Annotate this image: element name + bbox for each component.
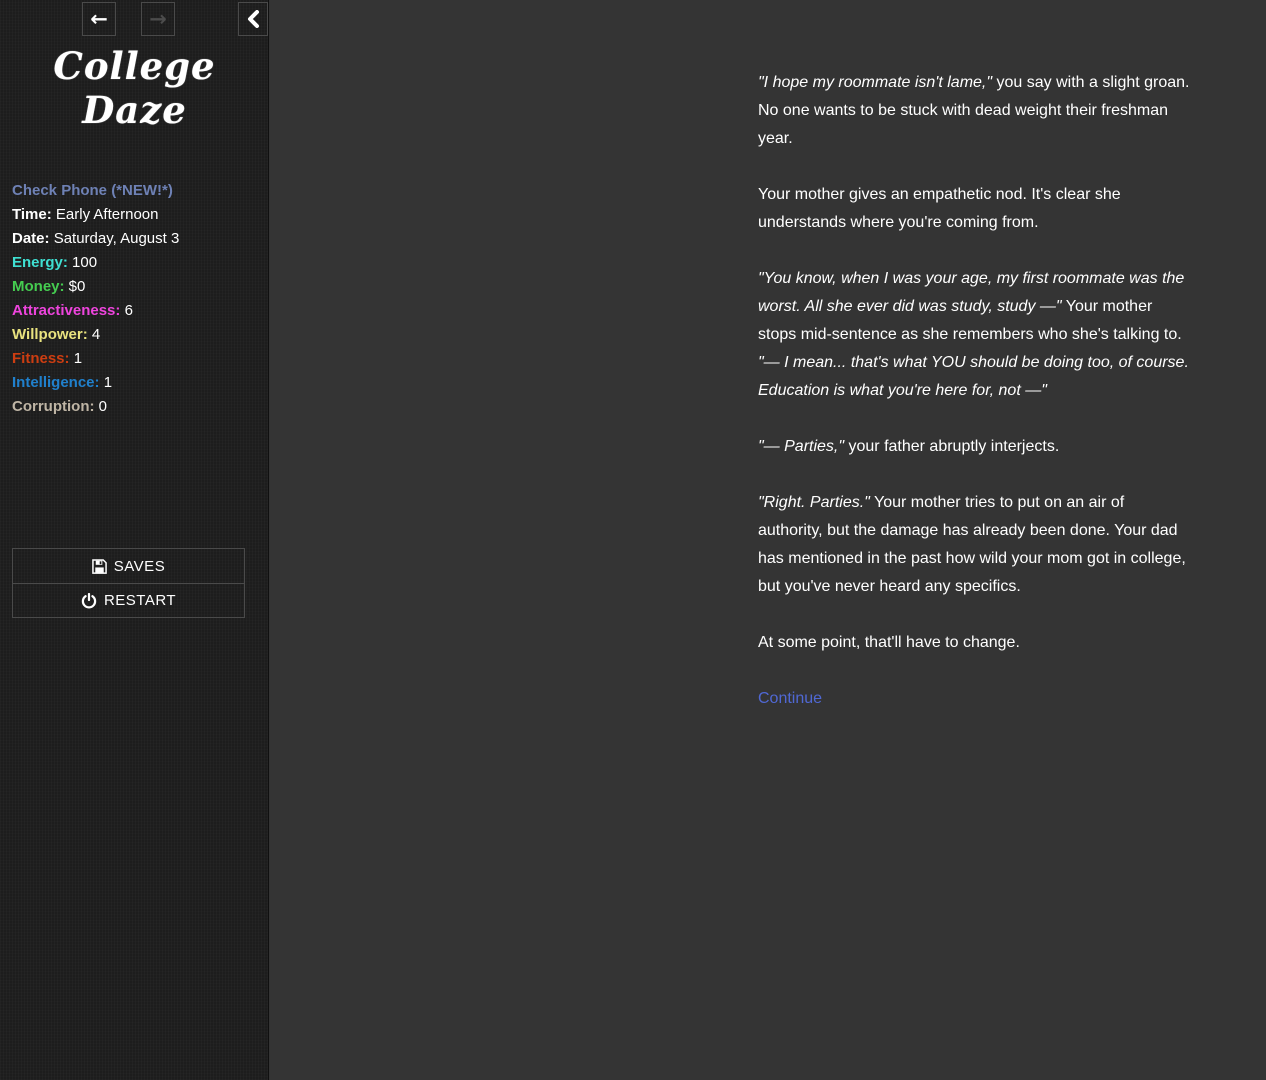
history-forward-button[interactable]	[141, 2, 175, 36]
stat-label: Energy:	[12, 254, 68, 271]
game-title: College Daze	[53, 44, 216, 132]
stat-attractiveness	[12, 299, 262, 323]
stat-intelligence	[12, 371, 262, 395]
stat-corruption	[12, 395, 262, 419]
stat-willpower	[12, 323, 262, 347]
stat-energy	[12, 251, 262, 275]
story-paragraph	[758, 629, 1192, 657]
arrow-left-icon: ←	[90, 7, 108, 31]
stat-value: 6	[124, 302, 133, 319]
continue-link[interactable]: Continue	[758, 690, 823, 707]
stat-value: $0	[68, 278, 86, 295]
stat-time	[12, 203, 262, 227]
story-text: Your mother tries to put on an air of authority, but the damage has already been done. Your dad has mentioned in the past how wild your mom got in college, but you've never heard any specifics.	[758, 494, 1186, 595]
stat-money	[12, 275, 262, 299]
story-paragraph	[758, 69, 1192, 153]
stat-label: Intelligence:	[12, 374, 100, 391]
stat-value: 100	[72, 254, 98, 271]
stat-fitness	[12, 347, 262, 371]
stat-value: Early Afternoon	[55, 206, 159, 223]
stat-value: 1	[103, 374, 113, 391]
saves-button[interactable]	[13, 549, 244, 583]
stat-label: Attractiveness:	[12, 302, 121, 319]
floppy-disk-icon	[92, 559, 107, 574]
story-paragraph	[758, 433, 1192, 461]
restart-button[interactable]	[13, 583, 244, 617]
sidebar-menu	[12, 548, 245, 618]
story-text: your father abruptly interjects.	[844, 438, 1060, 455]
story-paragraph	[758, 489, 1192, 601]
history-back-button[interactable]	[82, 2, 116, 36]
chevron-left-icon	[246, 10, 260, 28]
story-text-italic: "Right. Parties."	[758, 494, 870, 511]
story-text-italic: "I hope my roommate isn't lame,"	[758, 74, 993, 91]
stat-label: Date:	[12, 230, 50, 247]
stat-value: Saturday, August 3	[53, 230, 180, 247]
story-text-italic: "— Parties,"	[758, 438, 845, 455]
arrow-right-icon: →	[149, 7, 167, 31]
story-text: Your mother gives an empathetic nod. It's clear she understands where you're coming from.	[758, 186, 1121, 231]
story-text: Your mother stops mid-sentence as she remembers who she's talking to.	[758, 298, 1182, 343]
check-phone-link[interactable]: Check Phone (*NEW!*)	[12, 182, 173, 199]
power-icon	[81, 593, 97, 609]
stat-label: Willpower:	[12, 326, 88, 343]
stat-label: Time:	[12, 206, 52, 223]
story-text: At some point, that'll have to change.	[758, 634, 1020, 651]
stat-label: Money:	[12, 278, 65, 295]
story-text-italic: "— I mean... that's what YOU should be doing too, of course. Education is what you're here for, not —"	[758, 354, 1189, 399]
story-paragraph	[758, 265, 1192, 405]
sidebar	[0, 0, 269, 1080]
stat-value: 1	[73, 350, 83, 367]
restart-button-label: RESTART	[103, 592, 177, 609]
story-text: you say with a slight groan. No one wants to be stuck with dead weight their freshman year.	[758, 74, 1190, 147]
story-paragraphs	[758, 69, 1192, 657]
stats-panel	[12, 179, 262, 419]
sidebar-collapse-button[interactable]	[238, 2, 268, 36]
stat-label: Fitness:	[12, 350, 70, 367]
story-paragraph	[758, 181, 1192, 237]
stat-value: 4	[91, 326, 101, 343]
story-text-italic: "You know, when I was your age, my first roommate was the worst. All she ever did was study, study —"	[758, 270, 1185, 315]
stat-value: 0	[98, 398, 107, 415]
passage	[758, 69, 1192, 713]
saves-button-label: SAVES	[113, 557, 166, 575]
stat-label: Corruption:	[12, 398, 95, 415]
stat-date	[12, 227, 262, 251]
